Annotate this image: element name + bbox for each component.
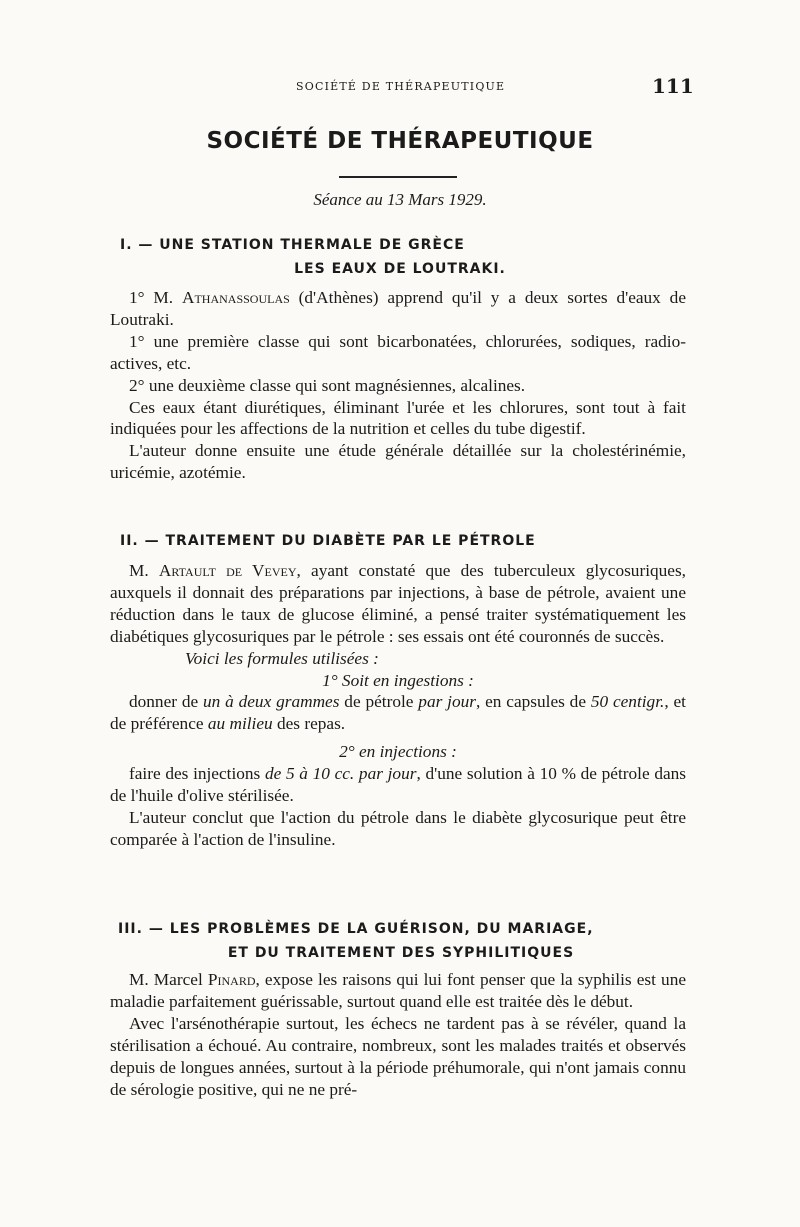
seance-date: Séance au 13 Mars 1929.	[313, 190, 487, 209]
page-title: SOCIÉTÉ DE THÉRAPEUTIQUE	[206, 128, 594, 154]
section-3-body	[110, 969, 686, 1100]
author-name: Pinard	[207, 970, 256, 989]
running-header	[0, 74, 800, 100]
subheading-ingestions: 1° Soit en ingestions :	[322, 670, 474, 690]
section-3-heading-line1: III. — LES PROBLÈMES DE LA GUÉRISON, DU MARIAGE,	[118, 921, 594, 937]
section-1-heading-line2: LES EAUX DE LOUTRAKI.	[294, 261, 506, 277]
paragraph: L'auteur donne ensuite une étude générale détaillée sur la cholestérinémie, uricémie, azotémie.	[110, 441, 686, 483]
title-rule	[339, 176, 457, 178]
section-2-heading	[120, 529, 680, 553]
paragraph: Ces eaux étant diurétiques, éliminant l'urée et les chlorures, sont tout à fait indiquées pour les affections de la nutrition et celles du tube digestif.	[110, 397, 686, 439]
paragraph: L'auteur conclut que l'action du pétrole dans le diabète glycosurique peut être comparée à l'action de l'insuline.	[110, 807, 686, 849]
paragraph: 1° une première classe qui sont bicarbonatées, chlorurées, sodiques, radio-actives, etc.	[110, 331, 686, 373]
author-name: Artault de Vevey	[158, 561, 297, 580]
author-name: Athanassoulas	[181, 288, 290, 307]
section-3-heading	[118, 917, 684, 965]
paragraph: M. Artault de Vevey, ayant constaté que des tuberculeux glycosuriques, auxquels il donnait des préparations par injections, à base de pétrole, avaient une réduction dans le taux de glucose éliminé, a pensé traiter systématiquement les diabétiques glycosuriques par le pétrole : ses essais ont été couronnés de succès.	[110, 561, 687, 646]
paragraph: 1° M. Athanassoulas (d'Athènes) apprend qu'il y a deux sortes d'eaux de Loutraki.	[110, 288, 686, 329]
paragraph: 2° une deuxième classe qui sont magnésiennes, alcalines.	[129, 375, 526, 395]
section-2-body	[110, 560, 686, 851]
page-number: 111	[652, 74, 694, 98]
section-1-body	[110, 287, 686, 484]
paragraph: donner de un à deux grammes de pétrole par jour, en capsules de 50 centigr., et de préférence au milieu des repas.	[110, 692, 686, 734]
section-3-heading-line2: ET DU TRAITEMENT DES SYPHILITIQUES	[227, 945, 575, 961]
running-title: SOCIÉTÉ DE THÉRAPEUTIQUE	[296, 80, 506, 93]
section-1-heading-line1: I. — UNE STATION THERMALE DE GRÈCE	[120, 237, 465, 253]
subheading-injections: 2° en injections :	[339, 742, 457, 762]
formulas-intro: Voici les formules utilisées :	[185, 648, 379, 668]
paragraph: faire des injections de 5 à 10 cc. par jour, d'une solution à 10 % de pétrole dans de l'huile d'olive stérilisée.	[110, 764, 687, 806]
section-2-heading-line1: II. — TRAITEMENT DU DIABÈTE PAR LE PÉTROLE	[120, 533, 536, 549]
section-1-heading	[120, 233, 680, 281]
paragraph: M. Marcel Pinard, expose les raisons qui lui font penser que la syphilis est une maladie parfaitement guérissable, surtout quand elle est traitée dès le début.	[110, 970, 687, 1011]
paragraph: Avec l'arsénothérapie surtout, les échecs ne tardent pas à se révéler, quand la stérilisation a échoué. Au contraire, nombreux, sont les malades traités et observés depuis de longues années, surtout à la période préhumorale, qui n'ont jamais connu de sérologie positive, qui ne ne pré-	[110, 1013, 686, 1099]
